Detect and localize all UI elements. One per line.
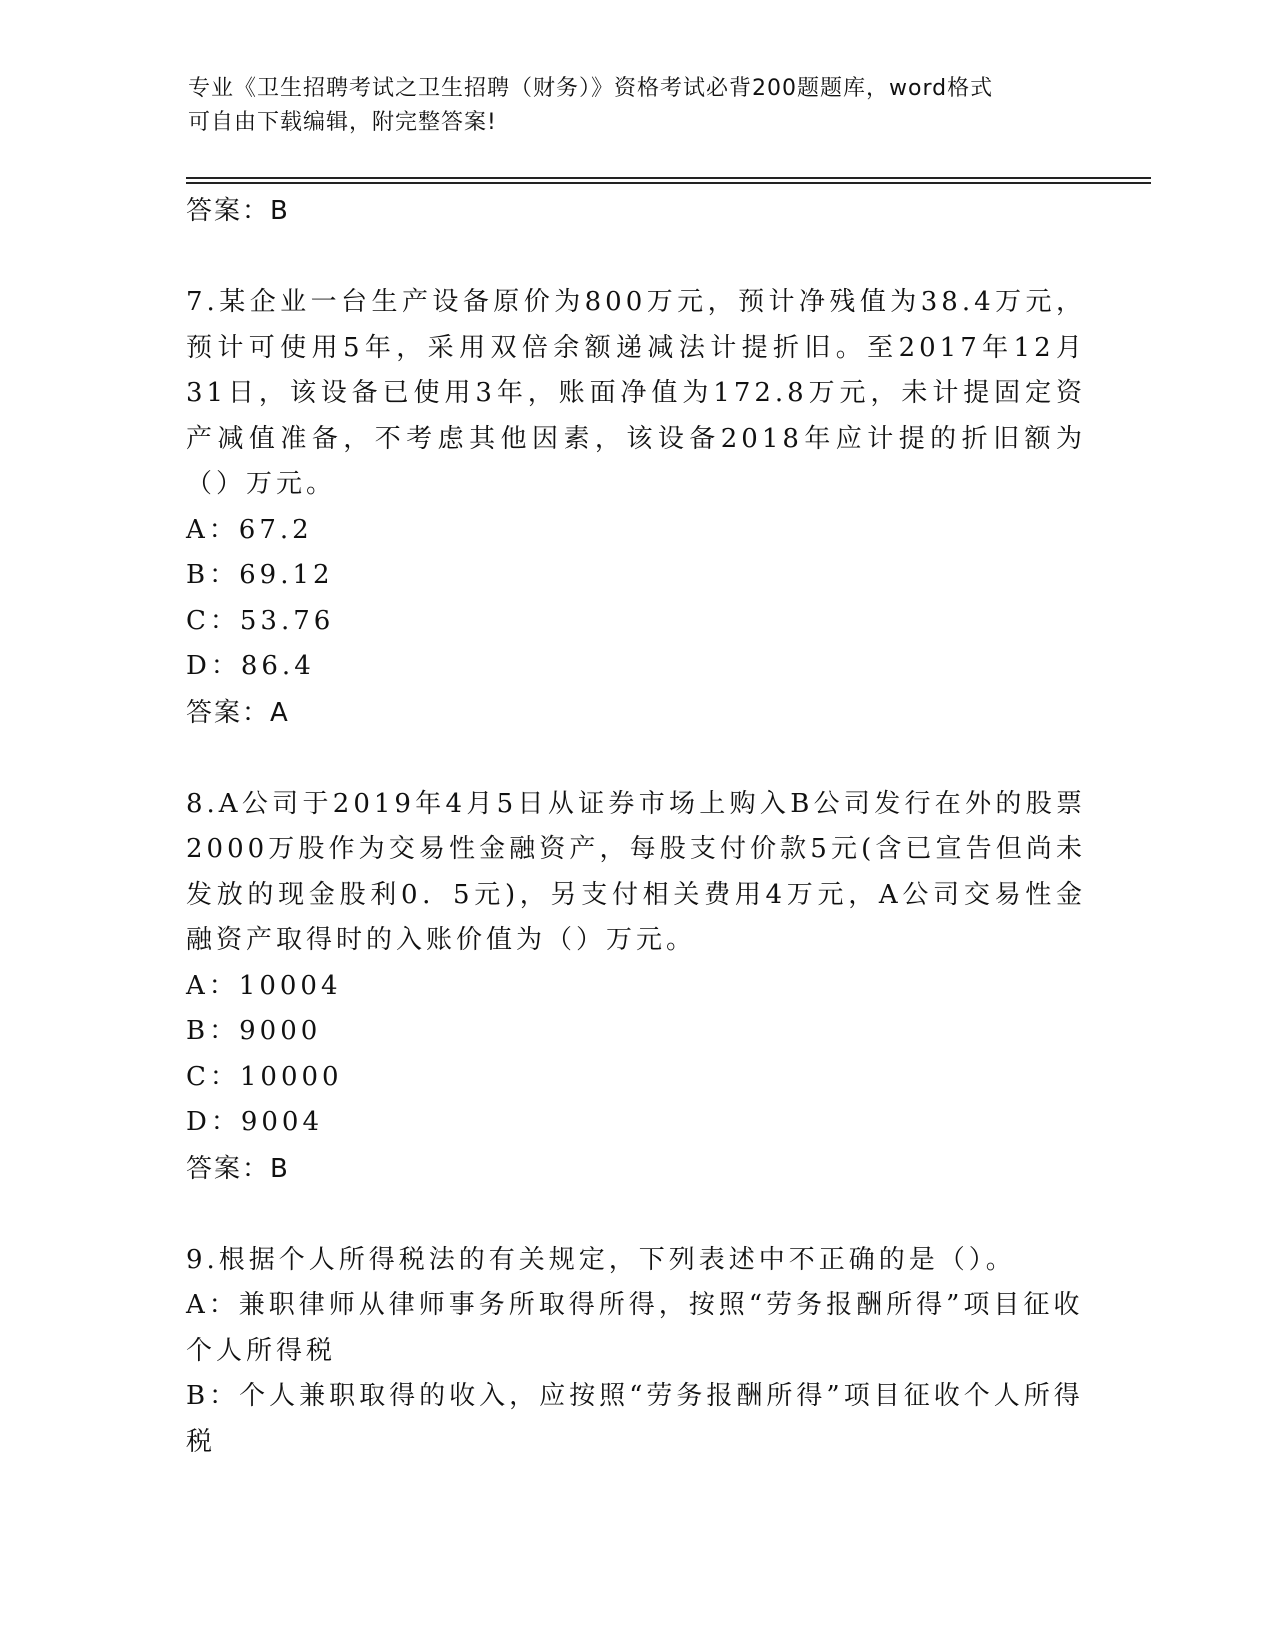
question-9-option-b: B：个人兼职取得的收入，应按照“劳务报酬所得”项目征收个人所得税 <box>186 1381 1084 1457</box>
header-line-2: 可自由下载编辑，附完整答案! <box>188 110 497 135</box>
answer-q6: 答案：B <box>186 196 290 226</box>
question-7-text: 7.某企业一台生产设备原价为800万元，预计净残值为38.4万元，预计可使用5年，采用双倍余额递减法计提折旧。至2017年12月31日，该设备已使用3年，账面净值为172.8万元，未计提固定资产减值准备，不考虑其他因素，该设备2018年应计提的折旧额为（）万元。 <box>186 287 1086 499</box>
question-7-option-d: D：86.4 <box>186 651 315 681</box>
answer-q8: 答案：B <box>186 1153 290 1184</box>
header-line-1: 专业《卫生招聘考试之卫生招聘（财务）》资格考试必背200题题库，word格式 <box>188 76 994 101</box>
spacer <box>186 736 1086 782</box>
question-8-option-c: C：10000 <box>186 1061 343 1092</box>
spacer <box>186 234 1086 280</box>
question-7 <box>186 280 1086 736</box>
question-7-option-c: C：53.76 <box>186 605 335 636</box>
question-8-text: 8.A公司于2019年4月5日从证券市场上购入B公司发行在外的股票2000万股作为交易性金融资产，每股支付价款5元(含已宣告但尚未发放的现金股利0．5元)，另支付相关费用4万元，A公司交易性金融资产取得时的入账价值为（）万元。 <box>186 788 1086 955</box>
spacer <box>186 1192 1086 1238</box>
question-7-option-a: A：67.2 <box>186 514 313 545</box>
question-7-option-b: B：69.12 <box>186 560 334 590</box>
question-9 <box>186 1238 1086 1466</box>
question-8-option-d: D：9004 <box>186 1107 324 1137</box>
question-9-text: 9.根据个人所得税法的有关规定，下列表述中不正确的是（）。 <box>186 1244 1016 1275</box>
document-body <box>186 188 1086 1465</box>
answer-q7: 答案：A <box>186 697 290 728</box>
question-8-option-b: B：9000 <box>186 1016 322 1046</box>
question-8-option-a: A：10004 <box>186 970 342 1001</box>
question-9-option-a: A：兼职律师从律师事务所取得所得，按照“劳务报酬所得”项目征收个人所得税 <box>186 1290 1084 1366</box>
document-header <box>188 72 1078 140</box>
header-divider-top <box>186 177 1151 179</box>
question-8 <box>186 782 1086 1192</box>
header-divider-bottom <box>186 182 1151 184</box>
